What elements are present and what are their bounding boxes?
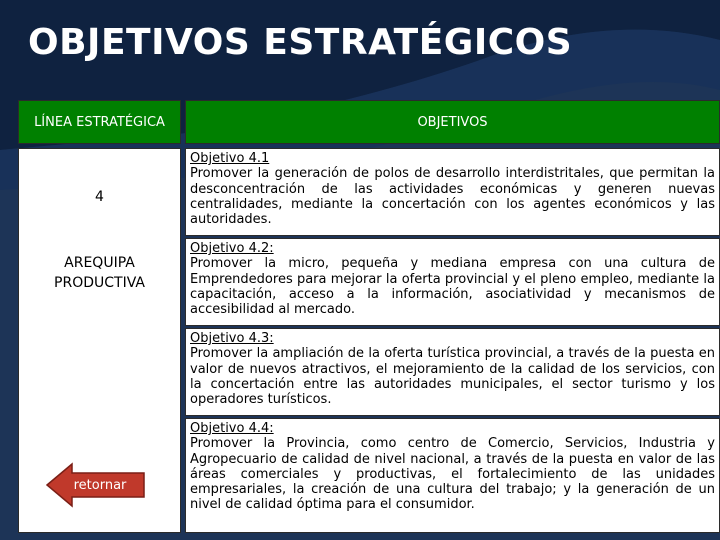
objectives-column xyxy=(185,148,720,533)
strategic-line-name xyxy=(19,253,180,293)
header-linea-estrategica: LÍNEA ESTRATÉGICA xyxy=(18,100,181,144)
objective-row xyxy=(185,148,720,236)
strategy-table xyxy=(18,100,720,533)
header-objetivos: OBJETIVOS xyxy=(185,100,720,144)
retornar-label: retornar xyxy=(73,477,127,493)
page-title: OBJETIVOS ESTRATÉGICOS xyxy=(28,22,573,63)
objective-title: Objetivo 4.3: xyxy=(190,331,274,346)
objective-title: Objetivo 4.2: xyxy=(190,241,274,256)
objective-text: Promover la ampliación de la oferta turística provincial, a través de la puesta en valor de nuevos atractivos, el mejoramiento de la calidad de los servicios, con la concertación entre las autoridades municipales, el sector turismo y los operadores turísticos. xyxy=(190,346,715,408)
objective-text: Promover la generación de polos de desarrollo interdistritales, que permitan la desconcentración de las actividades económicas y generen nuevas centralidades, mediante la concertación con los agentes económicos y las autoridades. xyxy=(190,166,715,228)
objective-row xyxy=(185,418,720,533)
retornar-button[interactable] xyxy=(46,462,146,508)
objective-row xyxy=(185,238,720,326)
strategic-line-name-line1: AREQUIPA xyxy=(64,255,135,271)
objective-text: Promover la Provincia, como centro de Comercio, Servicios, Industria y Agropecuario de calidad de nivel nacional, a través de la puesta en valor de las áreas comerciales y productivas, el fortalecimiento de las unidades empresariales, la creación de una cultura del trabajo; y la generación de un nivel de calidad óptima para el consumidor. xyxy=(190,436,715,513)
strategic-line-number: 4 xyxy=(95,189,104,205)
objective-title: Objetivo 4.4: xyxy=(190,421,274,436)
objective-row xyxy=(185,328,720,416)
objective-text: Promover la micro, pequeña y mediana empresa con una cultura de Emprendedores para mejorar la oferta provincial y el pleno empleo, mediante la capacitación, acceso a la información, asociatividad y mecanismos de accesibilidad al mercado. xyxy=(190,256,715,318)
strategic-line-cell xyxy=(18,148,181,533)
objective-title: Objetivo 4.1 xyxy=(190,151,270,166)
strategic-line-name-line2: PRODUCTIVA xyxy=(54,275,145,291)
